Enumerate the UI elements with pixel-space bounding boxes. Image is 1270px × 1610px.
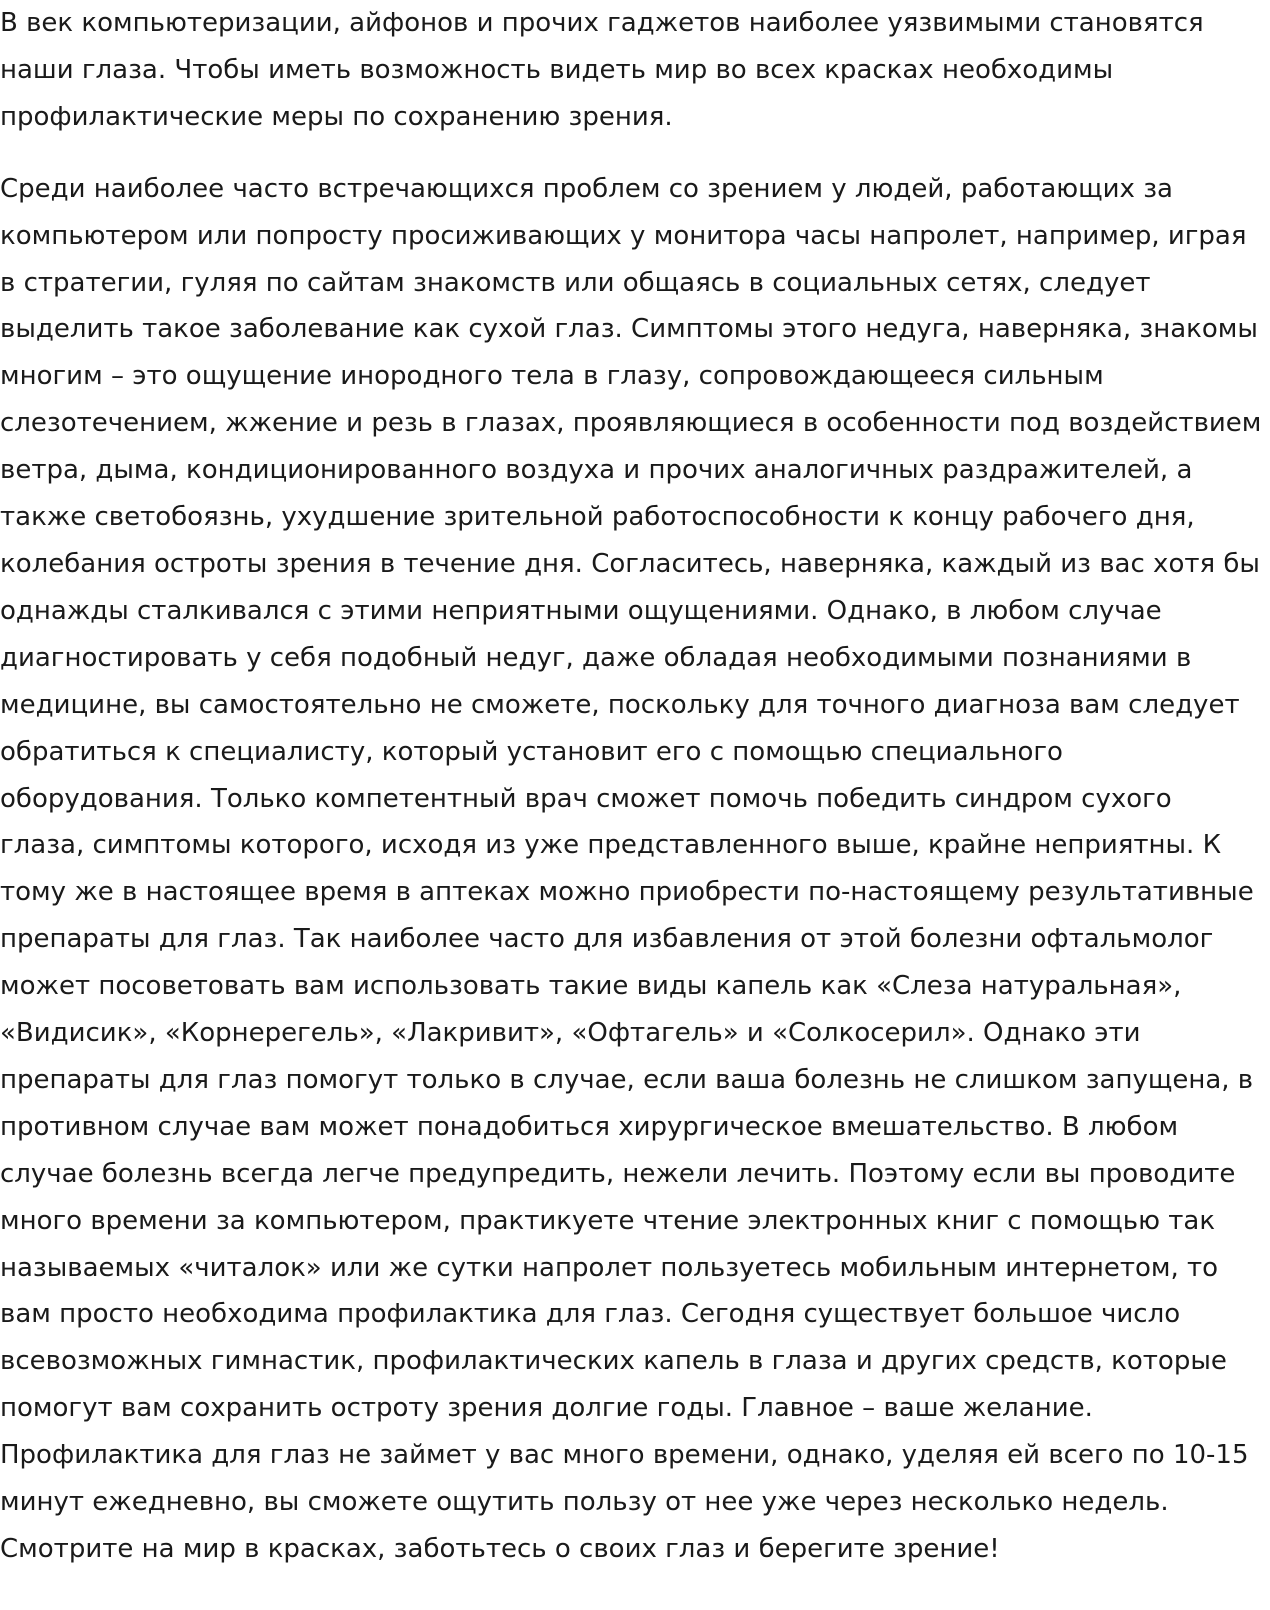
paragraph-main: Среди наиболее часто встречающихся проблем со зрением у людей, работающих за компьютером или попросту просиживающих у монитора часы напролет, например, играя в стратегии, гуляя по сайтам знакомств или общаясь в социальных сетях, следует выделить такое заболевание как сухой глаз. Симптомы этого недуга, наверняка, знакомы многим – это ощущение инородного тела в глазу, сопровождающееся сильным слезотечением, жжение и резь в глазах, проявляющиеся в особенности под воздействием ветра, дыма, кондиционированного воздуха и прочих аналогичных раздражителей, а также светобоязнь, ухудшение зрительной работоспособности к концу рабочего дня, колебания остроты зрения в течение дня. Согласитесь, наверняка, каждый из вас хотя бы однажды сталкивался с этими неприятными ощущениями. Однако, в любом случае диагностировать у себя подобный недуг, даже обладая необходимыми познаниями в медицине, вы самостоятельно не сможете, поскольку для точного диагноза вам следует обратиться к специалисту, который установит его с помощью специального оборудования. Только компетентный врач сможет помочь победить синдром сухого глаза, симптомы которого, исходя из уже представленного выше, крайне неприятны. К тому же в настоящее время в аптеках можно приобрести по-настоящему результативные препараты для глаз. Так наиболее часто для избавления от этой болезни офтальмолог может посоветовать вам использовать такие виды капель как «Слеза натуральная», «Видисик», «Корнерегель», «Лакривит», «Офтагель» и «Солкосерил». Однако эти препараты для глаз помогут только в случае, если ваша болезнь не слишком запущена, в противном случае вам может понадобиться хирургическое вмешательство. В любом случае болезнь всегда легче предупредить, нежели лечить. Поэтому если вы проводите много времени за компьютером, практикуете чтение электронных книг с помощью так называемых «читалок» или же сутки напролет пользуетесь мобильным интернетом, то вам просто необходима профилактика для глаз. Сегодня существует большое число всевозможных гимнастик, профилактических капель в глаза и других средств, которые помогут вам сохранить остроту зрения долгие годы. Главное – ваше желание. Профилактика для глаз не займет у вас много времени, однако, уделяя ей всего по 10-15 минут ежедневно, вы сможете ощутить пользу от нее уже через несколько недель. Смотрите на мир в красках, заботьтесь о своих глаз и берегите зрение! [0, 173, 1262, 1564]
paragraph-intro: В век компьютеризации, айфонов и прочих гаджетов наиболее уязвимыми становятся наши глаза. Чтобы иметь возможность видеть мир во всех красках необходимы профилактические меры по сохранению зрения. [0, 8, 1204, 132]
